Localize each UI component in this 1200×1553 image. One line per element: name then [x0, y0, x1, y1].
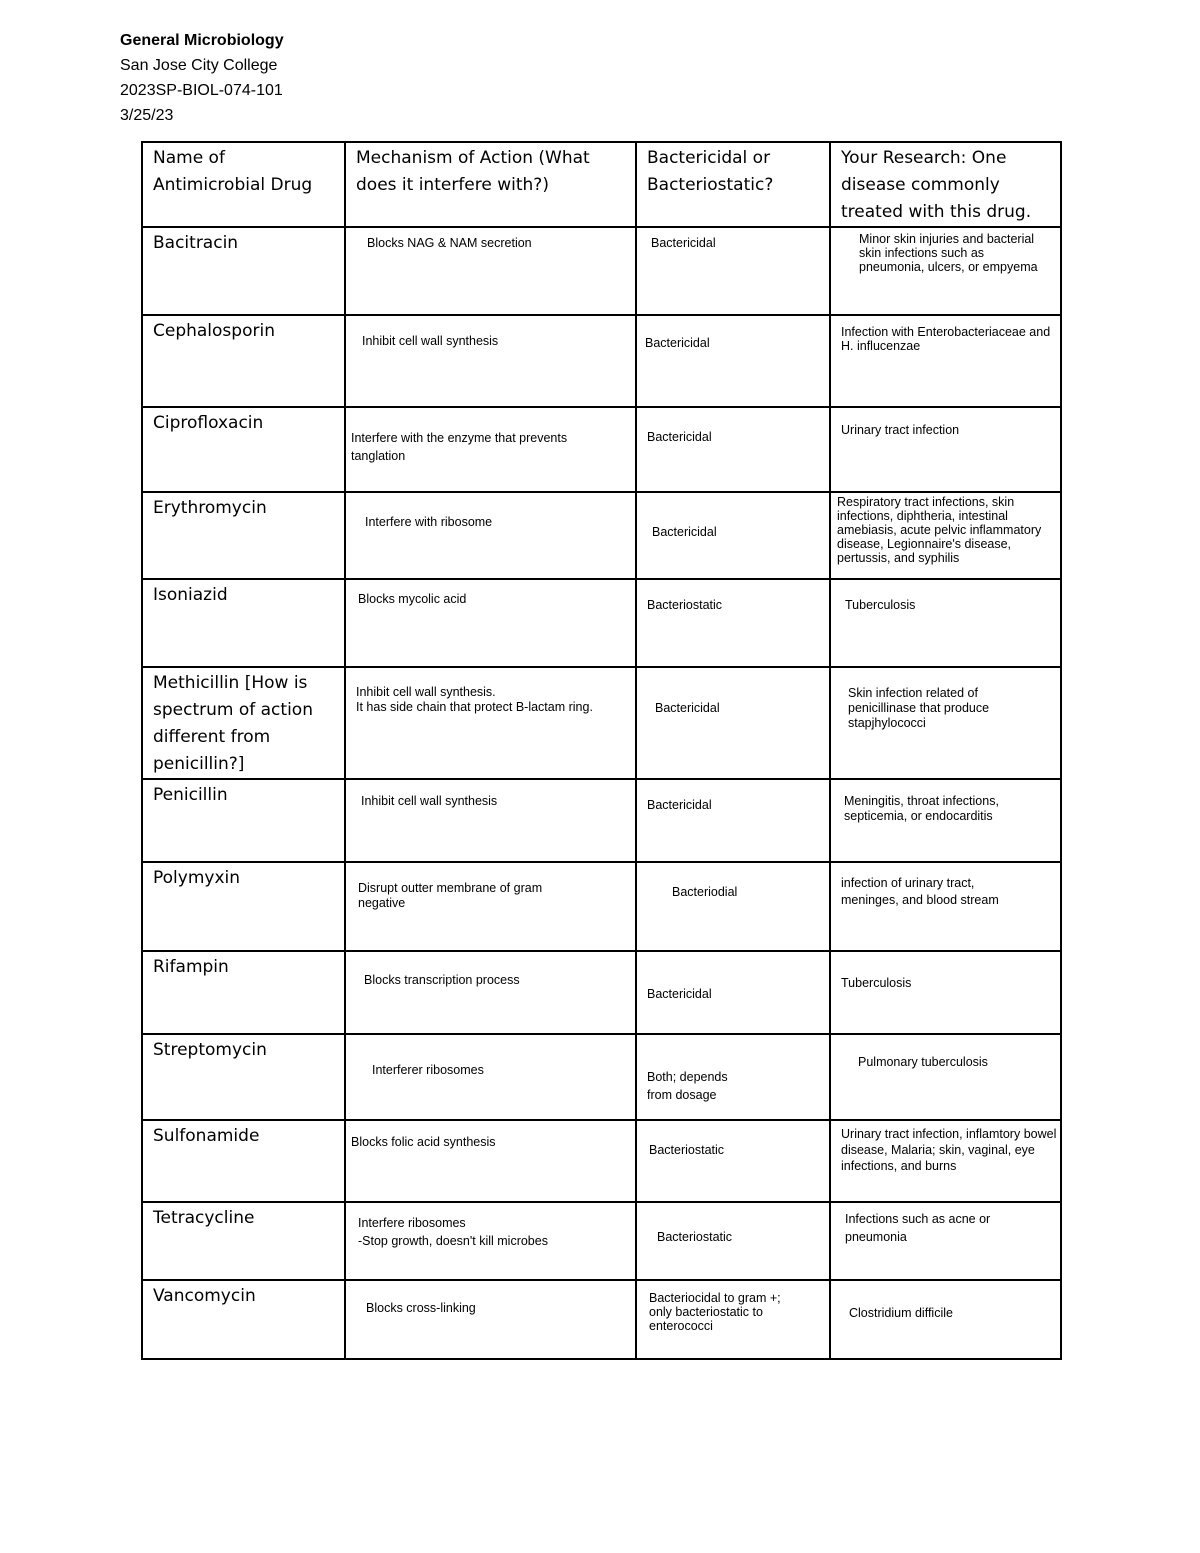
mechanism-text: Interfere ribosomes -Stop growth, doesn't kill microbes	[358, 1216, 548, 1248]
drug-cell	[142, 779, 345, 862]
table-row	[142, 862, 1061, 951]
drug-name: Streptomycin	[153, 1040, 267, 1060]
header-label: Name of Antimicrobial Drug	[153, 148, 313, 195]
drug-cell	[142, 1280, 345, 1359]
drug-name: Tetracycline	[153, 1208, 255, 1228]
effect-text: Bactericidal	[652, 525, 717, 539]
drug-cell	[142, 1120, 345, 1202]
effect-cell	[636, 779, 830, 862]
effect-text: Both; depends from dosage	[647, 1070, 728, 1102]
drug-cell	[142, 407, 345, 492]
table-row	[142, 951, 1061, 1034]
effect-cell	[636, 951, 830, 1034]
mechanism-text: Blocks cross-linking	[366, 1301, 476, 1315]
effect-cell	[636, 667, 830, 779]
drug-name: Rifampin	[153, 957, 229, 977]
disease-cell	[830, 862, 1061, 951]
mechanism-cell	[345, 227, 636, 315]
disease-cell	[830, 407, 1061, 492]
mechanism-cell	[345, 579, 636, 667]
header-cell-drug-name	[142, 142, 345, 227]
table-row	[142, 315, 1061, 407]
mechanism-cell	[345, 1202, 636, 1280]
effect-cell	[636, 1034, 830, 1120]
disease-text: Tuberculosis	[841, 976, 912, 990]
header-cell-mechanism	[345, 142, 636, 227]
disease-cell	[830, 1034, 1061, 1120]
disease-cell	[830, 579, 1061, 667]
effect-text: Bacteriocidal to gram +; only bacteriostatic to enterococci	[649, 1291, 781, 1333]
disease-text: Skin infection related of penicillinase that produce stapjhylococci	[848, 686, 990, 730]
disease-cell	[830, 667, 1061, 779]
drug-name: Penicillin	[153, 785, 228, 805]
effect-text: Bacteriostatic	[647, 598, 723, 612]
drug-cell	[142, 227, 345, 315]
mechanism-text: Interfere with ribosome	[365, 515, 493, 529]
antimicrobial-drug-table	[141, 141, 1062, 1360]
drug-name: Isoniazid	[153, 585, 228, 605]
effect-cell	[636, 227, 830, 315]
effect-cell	[636, 862, 830, 951]
effect-cell	[636, 579, 830, 667]
drug-name: Vancomycin	[153, 1286, 256, 1306]
drug-name: Erythromycin	[153, 498, 267, 518]
mechanism-text: Blocks NAG & NAM secretion	[367, 236, 532, 250]
header-cell-effect	[636, 142, 830, 227]
header-label: Mechanism of Action (What does it interfere with?)	[356, 148, 590, 195]
mechanism-cell	[345, 1034, 636, 1120]
disease-cell	[830, 315, 1061, 407]
drug-name: Ciprofloxacin	[153, 413, 264, 433]
effect-cell	[636, 492, 830, 579]
drug-cell	[142, 951, 345, 1034]
disease-text: infection of urinary tract, meninges, and blood stream	[841, 876, 999, 907]
mechanism-text: Blocks folic acid synthesis	[351, 1135, 496, 1149]
mechanism-text: Inhibit cell wall synthesis	[361, 794, 498, 808]
mechanism-cell	[345, 407, 636, 492]
mechanism-text: Inhibit cell wall synthesis. It has side chain that protect B-lactam ring.	[356, 685, 593, 714]
table-header-row	[142, 142, 1061, 227]
effect-text: Bactericidal	[645, 336, 710, 350]
table-row	[142, 492, 1061, 579]
drug-cell	[142, 667, 345, 779]
disease-cell	[830, 779, 1061, 862]
drug-cell	[142, 862, 345, 951]
drug-name: Sulfonamide	[153, 1126, 260, 1146]
mechanism-cell	[345, 951, 636, 1034]
disease-text: Tuberculosis	[845, 598, 916, 612]
disease-cell	[830, 227, 1061, 315]
mechanism-cell	[345, 779, 636, 862]
mechanism-cell	[345, 667, 636, 779]
disease-cell	[830, 951, 1061, 1034]
school-name: San Jose City College	[120, 57, 278, 74]
document-date: 3/25/23	[120, 107, 174, 124]
effect-cell	[636, 1280, 830, 1359]
mechanism-text: Blocks mycolic acid	[358, 592, 467, 606]
effect-cell	[636, 1120, 830, 1202]
mechanism-cell	[345, 1280, 636, 1359]
disease-cell	[830, 1280, 1061, 1359]
effect-text: Bactericidal	[647, 987, 712, 1001]
effect-text: Bacteriostatic	[649, 1143, 725, 1157]
table-row	[142, 779, 1061, 862]
effect-text: Bacteriostatic	[657, 1230, 733, 1244]
table-row	[142, 1202, 1061, 1280]
table-row	[142, 1280, 1061, 1359]
mechanism-text: Interfere with the enzyme that prevents tanglation	[351, 431, 568, 463]
table-row	[142, 1120, 1061, 1202]
effect-text: Bacteriodial	[672, 885, 738, 899]
disease-text: Infections such as acne or pneumonia	[845, 1212, 991, 1244]
disease-cell	[830, 492, 1061, 579]
mechanism-cell	[345, 862, 636, 951]
course-code: 2023SP-BIOL-074-101	[120, 82, 283, 99]
drug-cell	[142, 1202, 345, 1280]
effect-text: Bactericidal	[651, 236, 716, 250]
header-label: Bactericidal or Bacteriostatic?	[647, 148, 774, 195]
document-header	[120, 28, 284, 128]
disease-text: Meningitis, throat infections, septicemia, or endocarditis	[844, 794, 999, 823]
drug-name: Polymyxin	[153, 868, 241, 888]
disease-cell	[830, 1120, 1061, 1202]
course-title: General Microbiology	[120, 32, 284, 49]
effect-text: Bactericidal	[647, 798, 712, 812]
mechanism-text: Disrupt outter membrane of gram negative	[358, 881, 543, 910]
mechanism-cell	[345, 1120, 636, 1202]
effect-text: Bactericidal	[647, 430, 712, 444]
effect-cell	[636, 315, 830, 407]
disease-cell	[830, 1202, 1061, 1280]
mechanism-text: Inhibit cell wall synthesis	[362, 334, 499, 348]
disease-text: Urinary tract infection	[841, 423, 960, 437]
drug-cell	[142, 1034, 345, 1120]
table-row	[142, 227, 1061, 315]
disease-text: Infection with Enterobacteriaceae and H. influcenzae	[841, 325, 1051, 353]
drug-name: Bacitracin	[153, 233, 239, 253]
mechanism-text: Interferer ribosomes	[372, 1063, 484, 1077]
effect-cell	[636, 1202, 830, 1280]
disease-text: Respiratory tract infections, skin infections, diphtheria, intestinal amebiasis, acute pelvic inflammatory disease, Legionnaire's disease, pertussis, and syphilis	[837, 495, 1042, 565]
header-cell-research	[830, 142, 1061, 227]
table-row	[142, 667, 1061, 779]
effect-cell	[636, 407, 830, 492]
mechanism-cell	[345, 315, 636, 407]
table-row	[142, 579, 1061, 667]
drug-name: Cephalosporin	[153, 321, 275, 341]
drug-cell	[142, 315, 345, 407]
table-row	[142, 1034, 1061, 1120]
drug-cell	[142, 492, 345, 579]
disease-text: Urinary tract infection, inflamtory bowel disease, Malaria; skin, vaginal, eye infections, and burns	[841, 1127, 1057, 1173]
header-label: Your Research: One disease commonly treated with this drug.	[841, 148, 1032, 222]
drug-name: Methicillin [How is spectrum of action different from penicillin?]	[153, 673, 313, 774]
mechanism-text: Blocks transcription process	[364, 973, 520, 987]
mechanism-cell	[345, 492, 636, 579]
disease-text: Minor skin injuries and bacterial skin infections such as pneumonia, ulcers, or empyema	[859, 232, 1038, 274]
disease-text: Pulmonary tuberculosis	[858, 1055, 988, 1069]
effect-text: Bactericidal	[655, 701, 720, 715]
table-row	[142, 407, 1061, 492]
drug-cell	[142, 579, 345, 667]
disease-text: Clostridium difficile	[849, 1306, 953, 1320]
